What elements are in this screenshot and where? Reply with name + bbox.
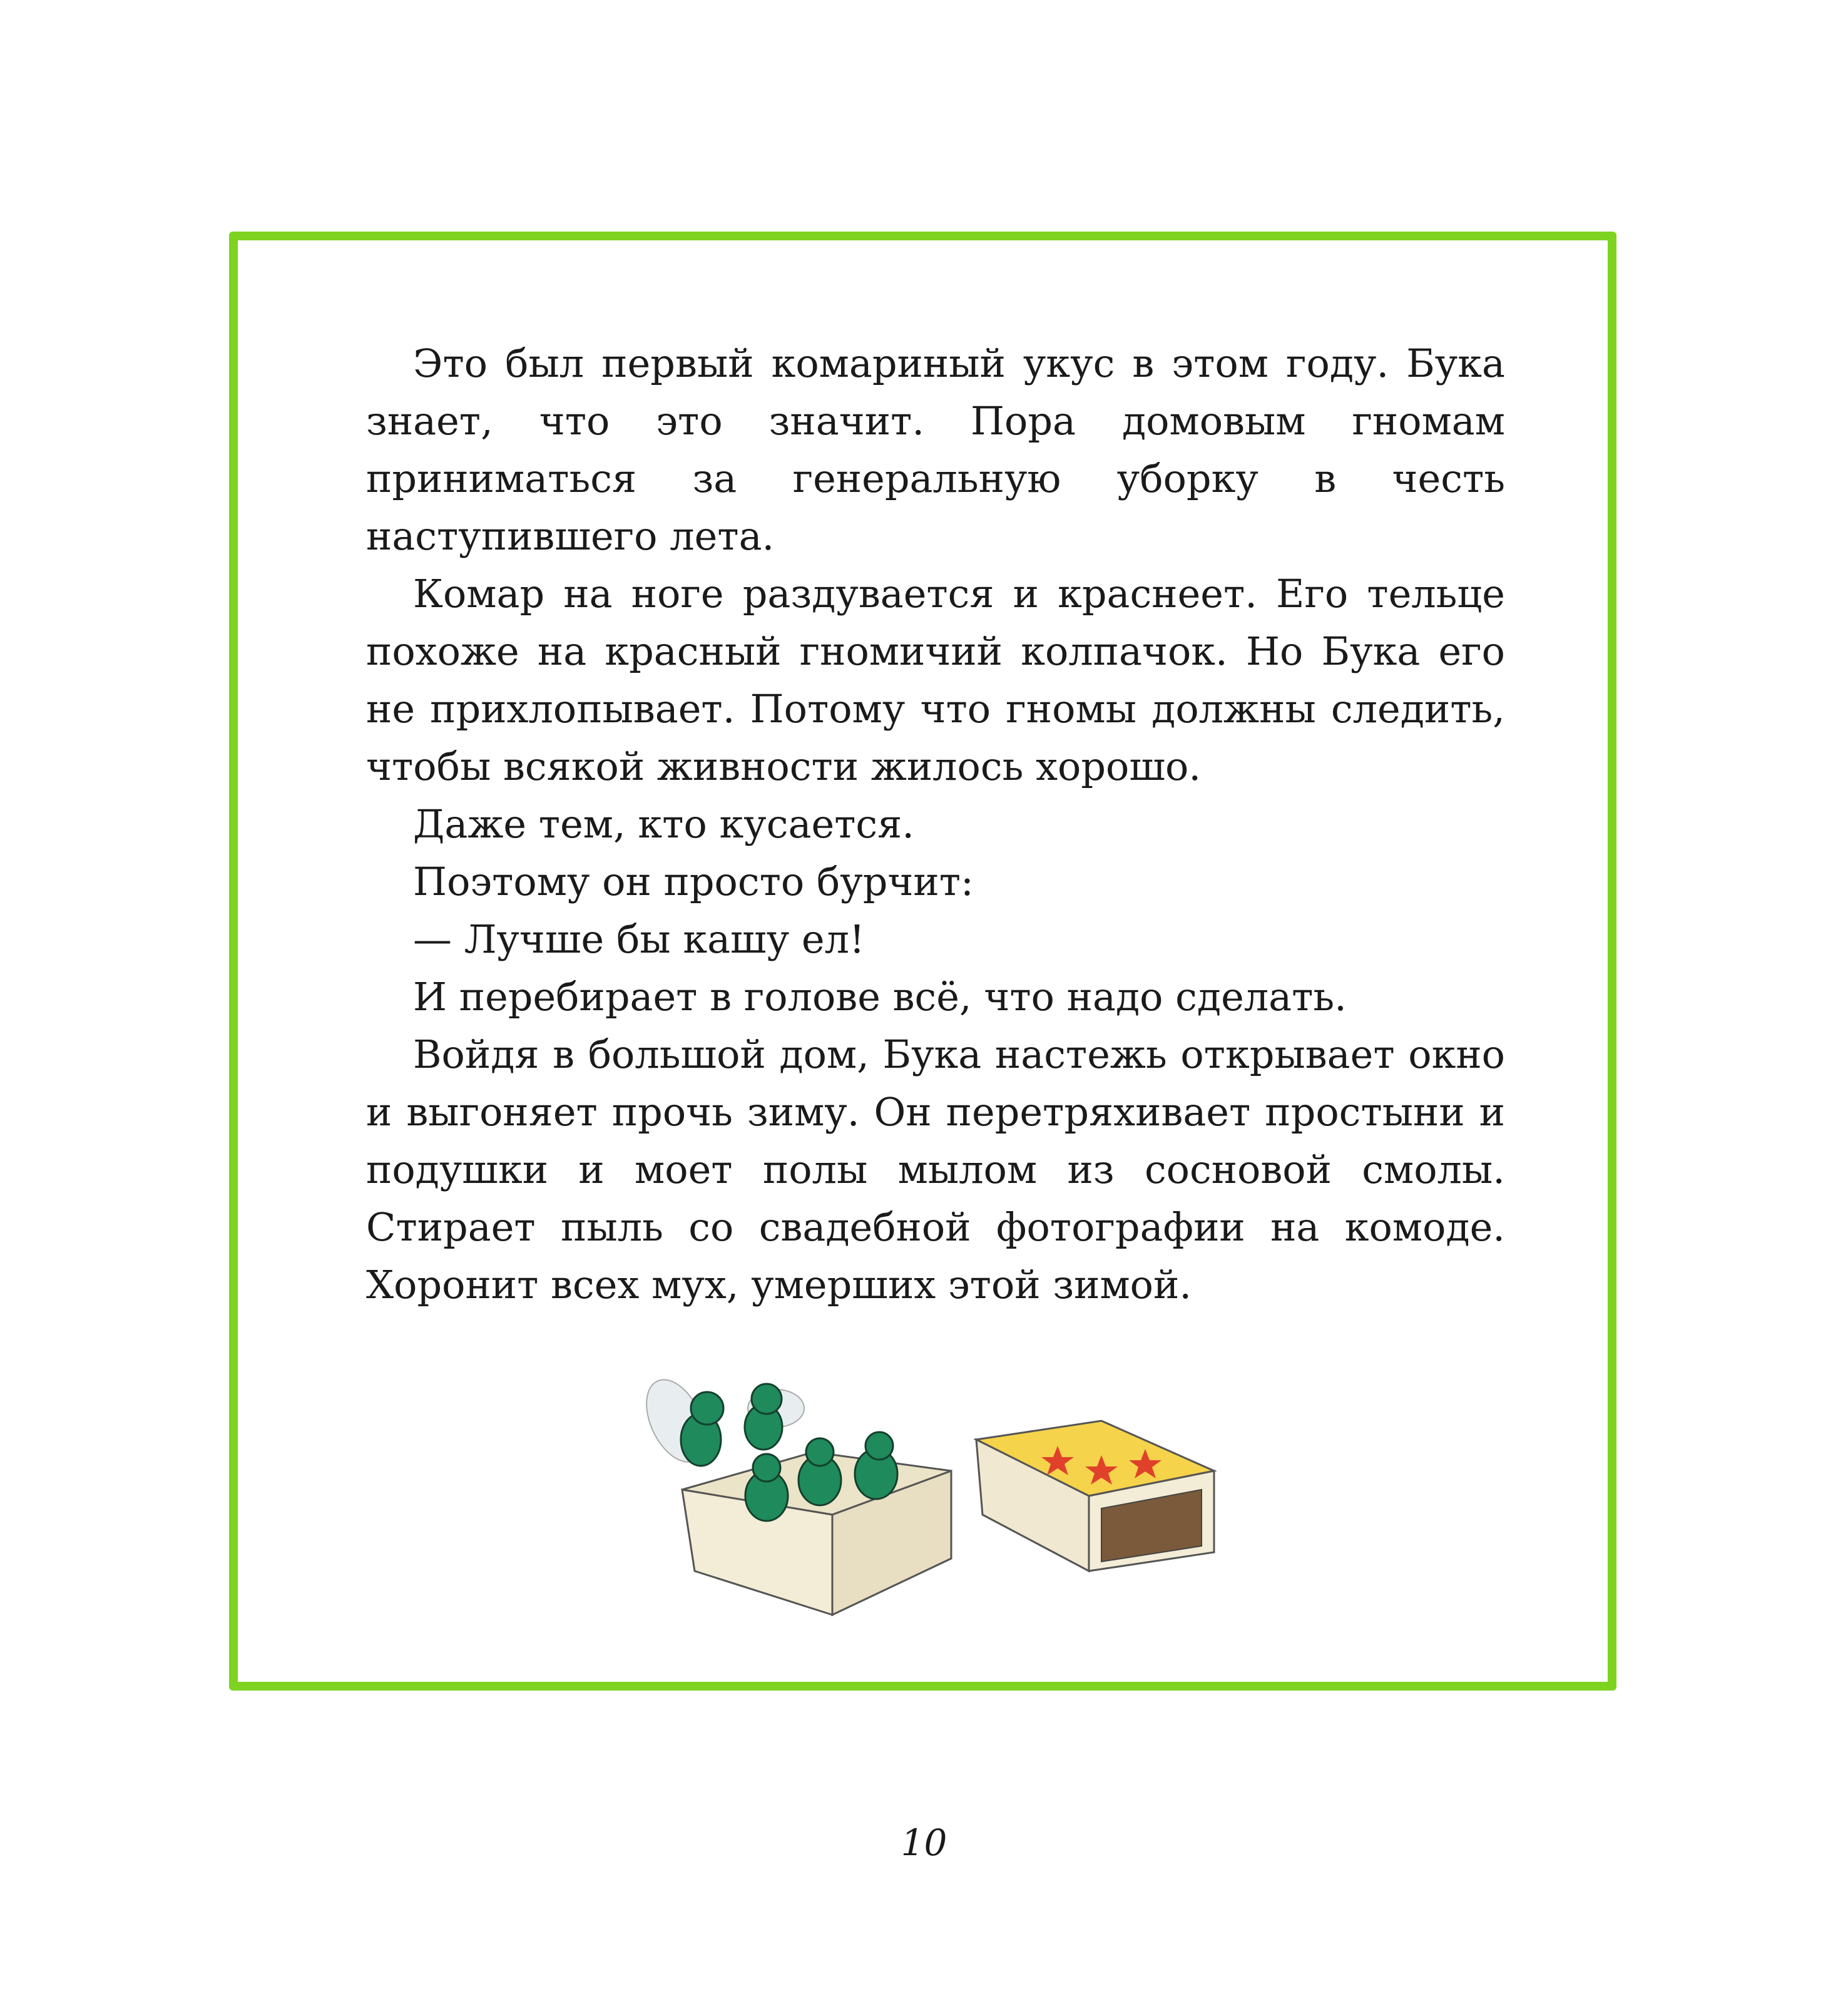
page-number: 10 xyxy=(901,1821,947,1864)
flies-in-matchbox-illustration xyxy=(626,1364,1239,1627)
paragraph: Войдя в большой дом, Бука настежь открывает окно и выгоняет прочь зиму. Он перетряхивает простыни и подушки и моет полы мылом из сосновой смолы. Стирает пыль со свадебной фотографии на комоде. Хоронит всех мух, умерших этой зимой. xyxy=(366,1031,1505,1308)
paragraph: Комар на ноге раздувается и краснеет. Его тельце похоже на красный гномичий колпачок. Но Бука его не прихлопывает. Потому что гномы должны следить, чтобы всякой живности жилось хорошо. xyxy=(366,571,1505,789)
fly-icon xyxy=(745,1384,804,1450)
paragraph: — Лучше бы кашу ел! xyxy=(413,916,865,962)
story-text xyxy=(366,335,1505,1314)
fly-icon xyxy=(799,1438,841,1505)
fly-icon xyxy=(635,1371,723,1471)
fly-icon xyxy=(855,1432,897,1499)
paragraph: Даже тем, кто кусается. xyxy=(413,801,914,847)
paragraph: Это был первый комариный укус в этом году. Бука знает, что это значит. Пора домовым гномам приниматься за генеральную уборку в честь наступившего лета. xyxy=(366,340,1505,559)
paragraph: И перебирает в голове всё, что надо сделать. xyxy=(413,974,1347,1020)
paragraph: Поэтому он просто бурчит: xyxy=(413,859,974,904)
matchbox-sleeve xyxy=(976,1421,1214,1571)
